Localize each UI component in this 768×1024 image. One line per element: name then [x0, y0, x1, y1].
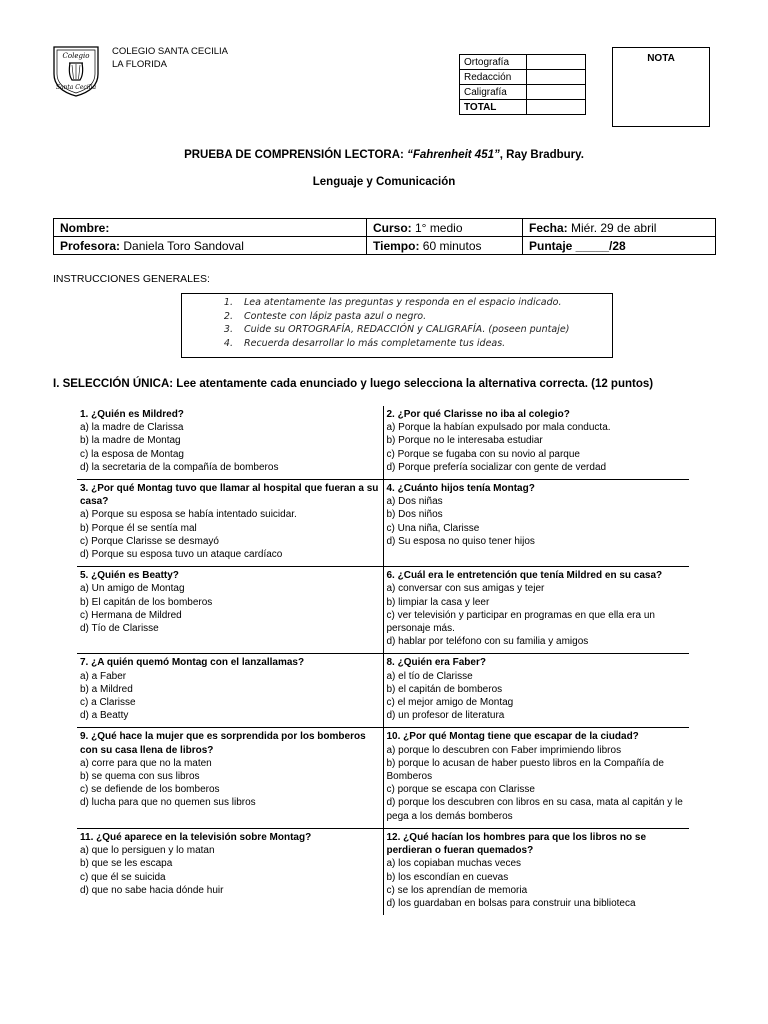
answer-option[interactable]: d) Porque su esposa tuvo un ataque cardíaco: [80, 549, 283, 561]
question-text: 1. ¿Quién es Mildred?: [80, 409, 184, 420]
fecha-label: Fecha:: [529, 220, 568, 235]
grade-row: [460, 85, 586, 100]
grade-label: Redacción: [460, 70, 527, 85]
school-line-2: LA FLORIDA: [112, 59, 167, 70]
grade-value[interactable]: [527, 70, 586, 85]
answer-option[interactable]: a) conversar con sus amigas y tejer: [386, 583, 545, 595]
subject-title: Lenguaje y Comunicación: [312, 176, 456, 188]
nombre-cell[interactable]: [54, 219, 367, 237]
curso-label: Curso:: [373, 220, 412, 235]
instructions-heading: INSTRUCCIONES GENERALES:: [53, 273, 210, 285]
question-text: 2. ¿Por qué Clarisse no iba al colegio?: [386, 409, 570, 420]
grade-label: TOTAL: [460, 100, 527, 115]
title-book: “Fahrenheit 451”: [407, 149, 500, 161]
answer-option[interactable]: c) ver televisión y participar en programas en que ella era un personaje más.: [386, 609, 655, 635]
answer-option[interactable]: c) se defiende de los bomberos: [80, 784, 220, 796]
answer-option[interactable]: d) a Beatty: [80, 710, 129, 722]
question-text: 5. ¿Quién es Beatty?: [80, 570, 179, 582]
answer-option[interactable]: a) el tío de Clarisse: [386, 670, 473, 682]
section-1-title: I. SELECCIÓN ÚNICA: Lee atentamente cada enunciado y luego selecciona la alternativa correcta. (12 puntos): [53, 378, 654, 390]
answer-option[interactable]: c) Hermana de Mildred: [80, 609, 182, 621]
grades-table: [459, 54, 586, 115]
question-7: [77, 654, 383, 728]
answer-option[interactable]: d) hablar por teléfono con su familia y amigos: [386, 636, 589, 648]
question-row: [77, 828, 689, 915]
school-line-1: COLEGIO SANTA CECILIA: [112, 46, 228, 57]
grade-value[interactable]: [527, 55, 586, 70]
answer-option[interactable]: c) el mejor amigo de Montag: [386, 697, 514, 709]
page-title: [0, 149, 768, 161]
answer-option[interactable]: b) el capitán de bomberos: [386, 683, 503, 695]
answer-option[interactable]: a) Porque la habían expulsado por mala conducta.: [386, 422, 611, 434]
answer-option[interactable]: a) Dos niñas: [386, 496, 443, 508]
answer-option[interactable]: b) limpiar la casa y leer: [386, 596, 490, 608]
questions-grid: [77, 406, 689, 915]
student-info-table: [53, 218, 716, 255]
question-11: [77, 828, 383, 915]
fecha-cell: [523, 219, 716, 237]
answer-option[interactable]: d) lucha para que no quemen sus libros: [80, 797, 256, 809]
question-text: 11. ¿Qué aparece en la televisión sobre Montag?: [80, 831, 312, 843]
nota-label: NOTA: [647, 53, 675, 64]
answer-option[interactable]: d) Tío de Clarisse: [80, 623, 159, 635]
answer-option[interactable]: c) Una niña, Clarisse: [386, 522, 480, 534]
question-row: [77, 654, 689, 728]
question-1: [77, 406, 383, 480]
question-text: 3. ¿Por qué Montag tuvo que llamar al hospital que fueran a su casa?: [80, 483, 379, 508]
instruction-item: 4. Recuerda desarrollar lo más completamente tus ideas.: [236, 337, 612, 351]
question-9: [77, 728, 383, 828]
answer-option[interactable]: b) la madre de Montag: [80, 435, 181, 447]
nombre-label: Nombre:: [60, 220, 110, 235]
answer-option[interactable]: b) a Mildred: [80, 683, 133, 695]
answer-option[interactable]: b) El capitán de los bomberos: [80, 596, 213, 608]
question-2: [383, 406, 689, 480]
title-suffix: , Ray Bradbury.: [499, 149, 584, 161]
question-text: 12. ¿Qué hacían los hombres para que los libros no se perdieran o fueran quemados?: [386, 831, 647, 857]
nota-box[interactable]: [612, 47, 710, 127]
answer-option[interactable]: a) porque lo descubren con Faber imprimiendo libros: [386, 744, 622, 756]
tiempo-cell: [367, 237, 523, 255]
title-prefix: PRUEBA DE COMPRENSIÓN LECTORA:: [184, 149, 408, 161]
answer-option[interactable]: b) Porque no le interesaba estudiar: [386, 435, 543, 447]
school-logo: [50, 44, 102, 98]
answer-option[interactable]: c) se los aprendían de memoria: [386, 884, 528, 896]
grade-row: [460, 55, 586, 70]
answer-option[interactable]: c) que él se suicida: [80, 871, 166, 883]
answer-option[interactable]: b) Porque él se sentía mal: [80, 522, 197, 534]
answer-option[interactable]: a) los copiaban muchas veces: [386, 858, 522, 870]
instructions-list: [182, 294, 612, 350]
question-row: [77, 728, 689, 828]
profesora-cell: [54, 237, 367, 255]
answer-option[interactable]: b) los escondían en cuevas: [386, 871, 509, 883]
puntaje-value: _____/28: [572, 238, 626, 253]
answer-option[interactable]: b) porque lo acusan de haber puesto libros en la Compañía de Bomberos: [386, 757, 664, 783]
instruction-item: 3. Cuide su ORTOGRAFÍA, REDACCIÓN y CALIGRAFÍA. (poseen puntaje): [236, 323, 612, 337]
grade-label: Ortografía: [460, 55, 527, 70]
answer-option[interactable]: d) porque los descubren con libros en su casa, mata al capitán y le pega a los demás bomberos: [386, 797, 683, 822]
instruction-item: 2. Conteste con lápiz pasta azul o negro.: [236, 310, 612, 324]
question-text: 6. ¿Cuál era le entretención que tenía Mildred en su casa?: [386, 570, 663, 582]
logo-text-bottom: Santa Cecilia: [55, 84, 97, 91]
answer-option[interactable]: b) Dos niños: [386, 509, 443, 521]
answer-option[interactable]: a) Porque su esposa se había intentado suicidar.: [80, 509, 297, 521]
answer-option[interactable]: b) que se les escapa: [80, 858, 173, 870]
tiempo-label: Tiempo:: [373, 238, 420, 253]
question-10: [383, 728, 689, 828]
puntaje-label: Puntaje: [529, 238, 573, 253]
answer-option[interactable]: c) a Clarisse: [80, 697, 136, 709]
question-text: 8. ¿Quién era Faber?: [386, 657, 486, 669]
question-row: [77, 480, 689, 567]
fecha-value: Miér. 29 de abril: [567, 220, 657, 235]
curso-value: 1° medio: [411, 220, 463, 235]
puntaje-cell[interactable]: [523, 237, 716, 255]
question-3: [77, 480, 383, 567]
answer-option[interactable]: a) Un amigo de Montag: [80, 583, 185, 595]
answer-option[interactable]: c) Porque Clarisse se desmayó: [80, 535, 219, 547]
answer-option[interactable]: c) Porque se fugaba con su novio al parque: [386, 448, 580, 460]
logo-text-top: Colegio: [62, 52, 90, 60]
tiempo-value: 60 minutos: [419, 238, 482, 253]
question-6: [383, 567, 689, 654]
grade-label: Caligrafía: [460, 85, 527, 100]
question-text: 4. ¿Cuánto hijos tenía Montag?: [386, 483, 535, 495]
profesora-value: Daniela Toro Sandoval: [120, 238, 244, 253]
answer-option[interactable]: a) corre para que no la maten: [80, 757, 212, 769]
grade-row: [460, 100, 586, 115]
answer-option[interactable]: a) que lo persiguen y lo matan: [80, 845, 215, 857]
answer-option[interactable]: d) la secretaria de la compañía de bomberos: [80, 461, 279, 473]
answer-option[interactable]: a) la madre de Clarissa: [80, 422, 184, 434]
question-text: 9. ¿Qué hace la mujer que es sorprendida por los bomberos con su casa llena de libros?: [80, 731, 366, 756]
instruction-item: 1. Lea atentamente las preguntas y responda en el espacio indicado.: [236, 296, 612, 310]
school-name: [112, 45, 228, 71]
answer-option[interactable]: d) que no sabe hacia dónde huir: [80, 884, 224, 896]
instructions-box: [181, 293, 613, 358]
grade-value[interactable]: [527, 100, 586, 115]
profesora-label: Profesora:: [60, 238, 121, 253]
answer-option[interactable]: a) a Faber: [80, 670, 127, 682]
answer-option[interactable]: d) Porque prefería socializar con gente de verdad: [386, 461, 607, 473]
question-text: 7. ¿A quién quemó Montag con el lanzallamas?: [80, 657, 305, 669]
answer-option[interactable]: c) porque se escapa con Clarisse: [386, 784, 535, 796]
curso-cell: [367, 219, 523, 237]
question-12: [383, 828, 689, 915]
grade-row: [460, 70, 586, 85]
grade-value[interactable]: [527, 85, 586, 100]
question-5: [77, 567, 383, 654]
answer-option[interactable]: d) un profesor de literatura: [386, 710, 505, 722]
question-4: [383, 480, 689, 567]
question-text: 10. ¿Por qué Montag tiene que escapar de la ciudad?: [386, 731, 639, 743]
question-8: [383, 654, 689, 728]
answer-option[interactable]: c) la esposa de Montag: [80, 448, 184, 460]
answer-option[interactable]: d) los guardaban en bolsas para construir una biblioteca: [386, 897, 636, 909]
answer-option[interactable]: d) Su esposa no quiso tener hijos: [386, 535, 535, 547]
question-row: [77, 406, 689, 480]
question-row: [77, 567, 689, 654]
answer-option[interactable]: b) se quema con sus libros: [80, 771, 200, 783]
